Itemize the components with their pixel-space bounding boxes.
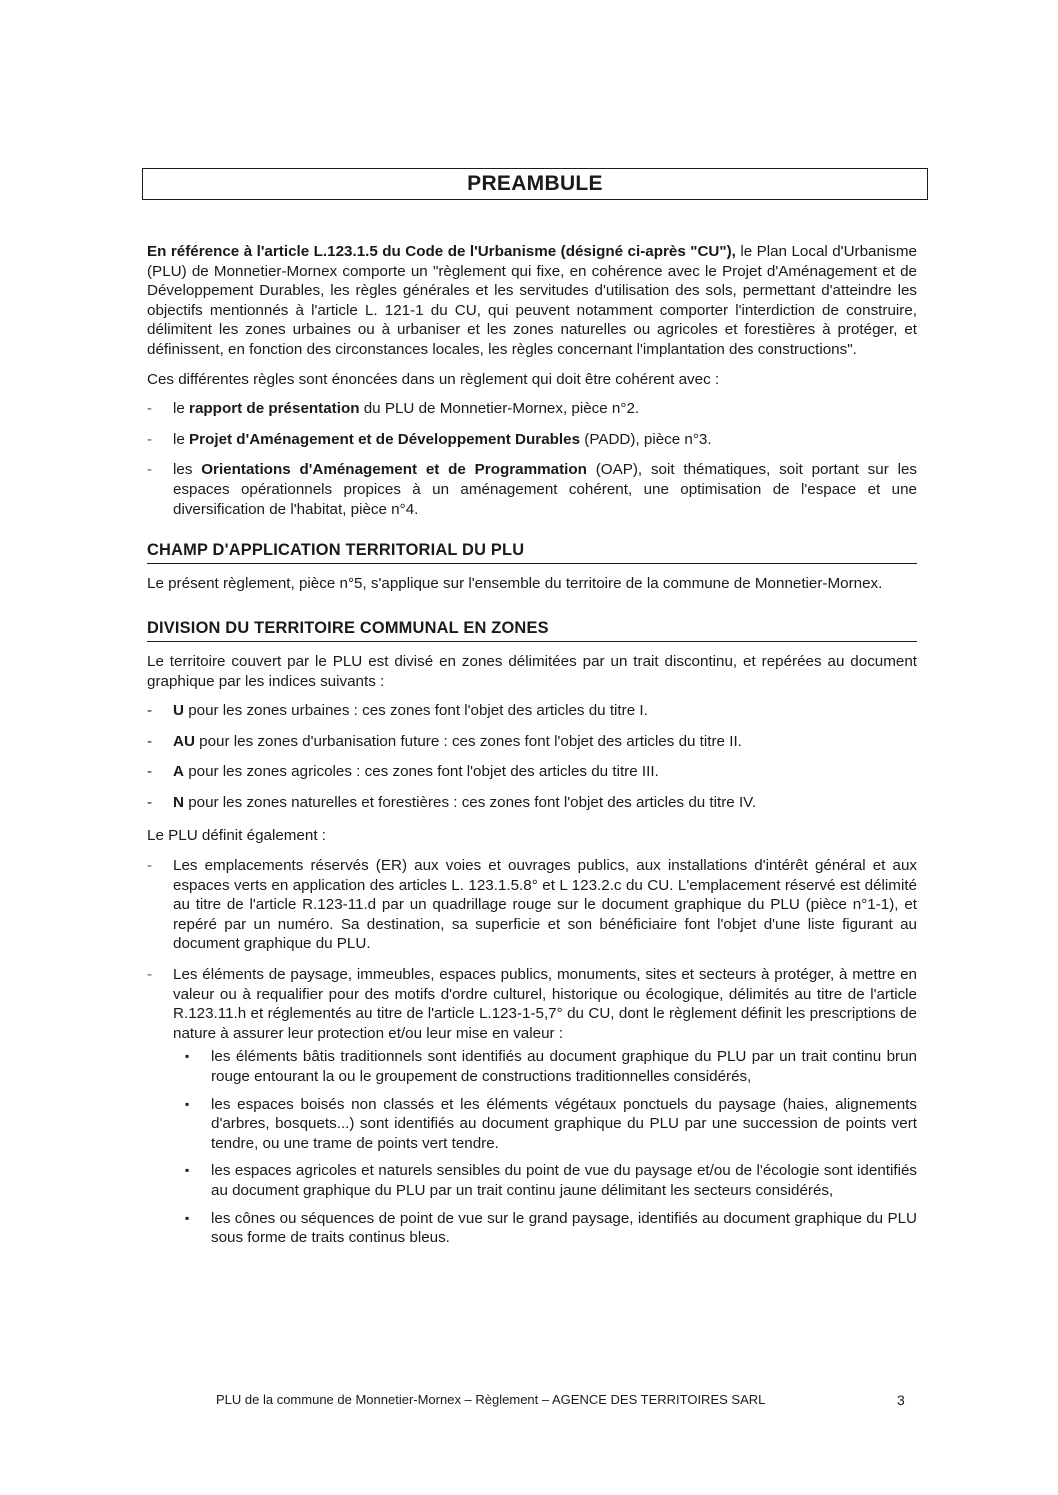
page-title: PREAMBULE xyxy=(467,172,603,195)
sub-list-item: ▪ les espaces boisés non classés et les éléments végétaux ponctuels du paysage (haies, alignements d'arbres, bosquets...) sont identifiés au document graphique du PLU par une succession de points vert tendre, ou une trame de points vert tendre. xyxy=(173,1095,917,1154)
page-content xyxy=(147,242,917,1259)
page-title-box xyxy=(142,168,928,200)
list-item: - AU pour les zones d'urbanisation future : ces zones font l'objet des articles du titre II. xyxy=(147,732,917,752)
intro-lead: En référence à l'article L.123.1.5 du Code de l'Urbanisme (désigné ci-après "CU"), xyxy=(147,243,736,260)
list-item: - le rapport de présentation du PLU de Monnetier-Mornex, pièce n°2. xyxy=(147,399,917,419)
section-heading-territorial: CHAMP D'APPLICATION TERRITORIAL DU PLU xyxy=(147,541,917,564)
also-list xyxy=(147,856,917,1248)
zones-list xyxy=(147,701,917,812)
list-item: - U pour les zones urbaines : ces zones font l'objet des articles du titre I. xyxy=(147,701,917,721)
list-item: - Les emplacements réservés (ER) aux voies et ouvrages publics, aux installations d'intérêt général et aux espaces verts en application des articles L. 123.1.5.8° et L 123.2.c du CU. L'emplacement réservé est délimité au titre de l'article R.123-11.d par un quadrillage rouge sur le document graphique du PLU (pièce n°1-1), et repéré par un numéro. Sa destination, sa superficie et son bénéficiaire font l'objet d'une liste figurant au document graphique du PLU. xyxy=(147,856,917,954)
sub-list-item: ▪ les éléments bâtis traditionnels sont identifiés au document graphique du PLU par un trait continu brun rouge entourant la ou le groupement de constructions traditionnelles considérés, xyxy=(173,1047,917,1086)
sub-list-item: ▪ les cônes ou séquences de point de vue sur le grand paysage, identifiés au document graphique du PLU sous forme de traits continus bleus. xyxy=(173,1209,917,1248)
list-item: - A pour les zones agricoles : ces zones font l'objet des articles du titre III. xyxy=(147,762,917,782)
intro-text: le Plan Local d'Urbanisme (PLU) de Monnetier-Mornex comporte un "règlement qui fixe, en cohérence avec le Projet d'Aménagement et de Développement Durables, les règles générales et les servitudes d'utilisation des sols, permettant d'atteindre les objectifs mentionnés à l'article L. 121-1 du CU, qui peuvent notamment comporter l'interdiction de construire, délimitent les zones urbaines ou à urbaniser et les zones naturelles ou agricoles et forestières à protéger, et définissent, en fonction des circonstances locales, les règles concernant l'implantation des constructions". xyxy=(147,243,917,358)
list-item: - le Projet d'Aménagement et de Développement Durables (PADD), pièce n°3. xyxy=(147,430,917,450)
protection-sub-list xyxy=(173,1047,917,1247)
list-item: - Les éléments de paysage, immeubles, espaces publics, monuments, sites et secteurs à protéger, à mettre en valeur ou à requalifier pour des motifs d'ordre culturel, historique ou écologique, délimités au titre de l'article R.123.11.h et réglementés au titre de l'article L.123-1-5,7° du CU, dont le règlement définit les prescriptions de nature à assurer leur protection et/ou leur mise en valeur : ▪ les éléments bâtis traditionnels sont identifiés au document graphique du PLU par un trait continu brun rouge entourant la ou le groupement de constructions traditionnelles considérés, ▪ les espaces boisés non classés et les éléments végétaux ponctuels du paysage (haies, alignements d'arbres, bosquets...) sont identifiés au document graphique du PLU par une succession de points vert tendre, ou une trame de points vert tendre. ▪ les espaces agricoles et naturels sensibles du point de vue du paysage et/ou de l'écologie sont identifiés au document graphique du PLU par un trait continu jaune délimitant les secteurs considérés, ▪ les cônes ou séquences de point de vue sur le grand paysage, identifiés au document graphique du PLU sous forme de traits continus bleus. xyxy=(147,965,917,1248)
list-item: - les Orientations d'Aménagement et de Programmation (OAP), soit thématiques, soit portant sur les espaces opérationnels propices à un aménagement cohérent, une optimisation de l'espace et une diversification de l'habitat, pièce n°4. xyxy=(147,460,917,519)
sub-list-item: ▪ les espaces agricoles et naturels sensibles du point de vue du paysage et/ou de l'écologie sont identifiés au document graphique du PLU par un trait continu jaune délimitant les secteurs considérés, xyxy=(173,1161,917,1200)
section1-text: Le présent règlement, pièce n°5, s'applique sur l'ensemble du territoire de la commune de Monnetier-Mornex. xyxy=(147,574,883,592)
also-intro: Le PLU définit également : xyxy=(147,827,326,845)
page-number: 3 xyxy=(897,1392,905,1408)
coherence-list xyxy=(147,399,917,519)
page-footer: PLU de la commune de Monnetier-Mornex – Règlement – AGENCE DES TERRITOIRES SARL xyxy=(216,1392,766,1407)
section2-text: Le territoire couvert par le PLU est divisé en zones délimitées par un trait discontinu, et repérées au document graphique par les indices suivants : xyxy=(147,652,917,690)
section-heading-zones: DIVISION DU TERRITOIRE COMMUNAL EN ZONES xyxy=(147,619,917,642)
list-item: - N pour les zones naturelles et forestières : ces zones font l'objet des articles du titre IV. xyxy=(147,793,917,813)
coherence-intro: Ces différentes règles sont énoncées dans un règlement qui doit être cohérent avec : xyxy=(147,370,720,388)
intro-paragraph xyxy=(147,242,917,360)
